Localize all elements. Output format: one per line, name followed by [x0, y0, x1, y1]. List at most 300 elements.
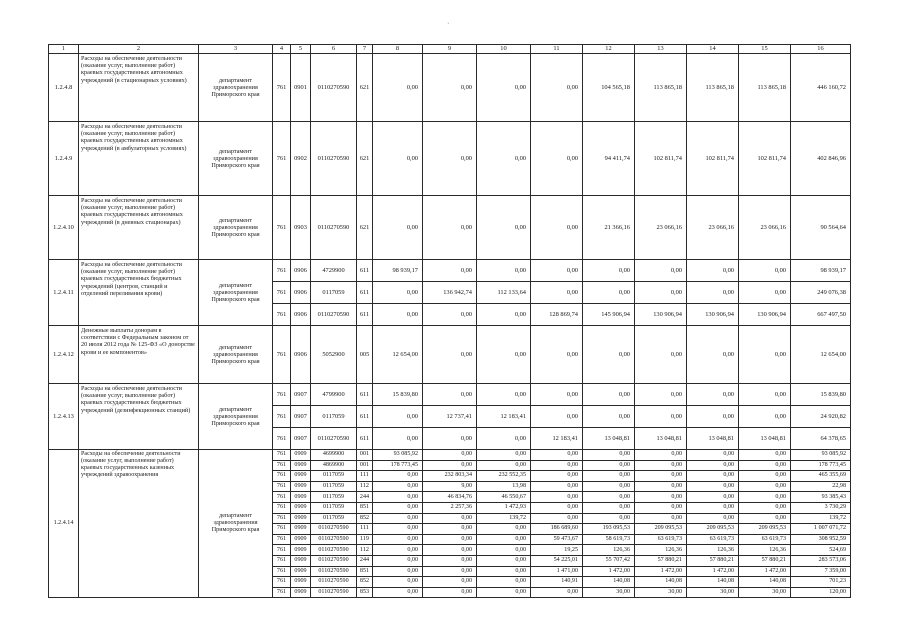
- column-header-6: 6: [311, 45, 357, 54]
- target-article-code: 4729900: [311, 260, 357, 282]
- amount-cell: 0,00: [423, 524, 477, 535]
- grbs-code: 761: [273, 260, 291, 282]
- amount-cell: 0,00: [373, 545, 423, 556]
- amount-cell: 93 085,92: [791, 450, 851, 461]
- grbs-code: 761: [273, 282, 291, 304]
- section-description: Расходы на обеспечение деятельности (оказание услуг, выполнение работ) краевых государственных казенных учреждений здравоохранения: [79, 450, 199, 598]
- section-code: 0909: [291, 471, 311, 482]
- expense-type-code: 611: [357, 260, 373, 282]
- amount-cell: 23 066,16: [635, 196, 687, 260]
- amount-cell: 0,00: [373, 492, 423, 503]
- amount-cell: 130 906,94: [635, 304, 687, 326]
- section-code: 0906: [291, 282, 311, 304]
- amount-cell: 94 411,74: [583, 122, 635, 196]
- amount-cell: 0,00: [583, 450, 635, 461]
- amount-cell: 1 007 071,72: [791, 524, 851, 535]
- amount-cell: 0,00: [583, 326, 635, 384]
- amount-cell: 102 811,74: [739, 122, 791, 196]
- amount-cell: 0,00: [373, 471, 423, 482]
- grbs-code: 761: [273, 587, 291, 598]
- amount-cell: 0,00: [423, 545, 477, 556]
- amount-cell: 58 619,73: [583, 534, 635, 545]
- amount-cell: 126,36: [635, 545, 687, 556]
- amount-cell: 15 839,80: [373, 384, 423, 406]
- section-department: департамент здравоохранения Приморского края: [199, 384, 273, 450]
- amount-cell: 0,00: [739, 260, 791, 282]
- amount-cell: 102 811,74: [635, 122, 687, 196]
- amount-cell: 0,00: [373, 524, 423, 535]
- target-article-code: 0110270590: [311, 196, 357, 260]
- amount-cell: 24 920,82: [791, 406, 851, 428]
- amount-cell: 126,36: [687, 545, 739, 556]
- amount-cell: 0,00: [373, 566, 423, 577]
- amount-cell: 0,00: [373, 555, 423, 566]
- amount-cell: 178 773,45: [373, 460, 423, 471]
- section-code: 0907: [291, 428, 311, 450]
- amount-cell: 0,00: [739, 406, 791, 428]
- amount-cell: 0,00: [477, 428, 531, 450]
- expense-type-code: 001: [357, 460, 373, 471]
- amount-cell: 1 472,00: [583, 566, 635, 577]
- amount-cell: 57 880,21: [739, 555, 791, 566]
- section-department: департамент здравоохранения Приморского края: [199, 196, 273, 260]
- grbs-code: 761: [273, 54, 291, 122]
- column-header-7: 7: [357, 45, 373, 54]
- amount-cell: 0,00: [739, 384, 791, 406]
- expense-type-code: 852: [357, 513, 373, 524]
- amount-cell: 63 619,73: [739, 534, 791, 545]
- amount-cell: 0,00: [687, 502, 739, 513]
- amount-cell: 140,08: [687, 577, 739, 588]
- amount-cell: 0,00: [373, 481, 423, 492]
- amount-cell: 0,00: [687, 471, 739, 482]
- section-description: Расходы на обеспечение деятельности (оказание услуг, выполнение работ) краевых государственных бюджетных учреждений (дезинфекционных станций): [79, 384, 199, 450]
- amount-cell: 126,36: [583, 545, 635, 556]
- section-department: департамент здравоохранения Приморского края: [199, 326, 273, 384]
- amount-cell: 0,00: [635, 326, 687, 384]
- grbs-code: 761: [273, 428, 291, 450]
- section-code: 0909: [291, 577, 311, 588]
- amount-cell: 0,00: [373, 587, 423, 598]
- amount-cell: 1 472,00: [687, 566, 739, 577]
- amount-cell: 12 183,41: [531, 428, 583, 450]
- amount-cell: 0,00: [373, 196, 423, 260]
- amount-cell: 0,00: [373, 54, 423, 122]
- amount-cell: 0,00: [531, 54, 583, 122]
- amount-cell: 136 942,74: [423, 282, 477, 304]
- amount-cell: 0,00: [531, 326, 583, 384]
- target-article-code: 0110270590: [311, 54, 357, 122]
- section-code: 0907: [291, 384, 311, 406]
- target-article-code: 0110270590: [311, 545, 357, 556]
- amount-cell: 54 225,01: [531, 555, 583, 566]
- column-header-14: 14: [687, 45, 739, 54]
- target-article-code: 0117059: [311, 282, 357, 304]
- amount-cell: 139,72: [791, 513, 851, 524]
- amount-cell: 0,00: [373, 428, 423, 450]
- target-article-code: 0110270590: [311, 555, 357, 566]
- section-department: департамент здравоохранения Приморского края: [199, 260, 273, 326]
- budget-table: [48, 44, 851, 598]
- amount-cell: 0,00: [423, 534, 477, 545]
- amount-cell: 12 654,00: [373, 326, 423, 384]
- section-department: департамент здравоохранения Приморского края: [199, 450, 273, 598]
- amount-cell: 0,00: [635, 450, 687, 461]
- section-description: Расходы на обеспечение деятельности (оказание услуг, выполнение работ) краевых государственных бюджетных учреждений (центров, станций и отделений переливания крови): [79, 260, 199, 326]
- amount-cell: 0,00: [477, 460, 531, 471]
- target-article-code: 4869900: [311, 460, 357, 471]
- amount-cell: 0,00: [423, 587, 477, 598]
- amount-cell: 0,00: [635, 481, 687, 492]
- amount-cell: 0,00: [477, 304, 531, 326]
- amount-cell: 0,00: [423, 122, 477, 196]
- amount-cell: 57 880,21: [635, 555, 687, 566]
- column-header-4: 4: [273, 45, 291, 54]
- amount-cell: 0,00: [687, 406, 739, 428]
- section-description: Денежные выплаты донорам в соответствии с Федеральным законом от 20 июля 2012 года № 125-ФЗ «О донорстве крови и ее компонентов»: [79, 326, 199, 384]
- amount-cell: 0,00: [373, 502, 423, 513]
- amount-cell: 0,00: [583, 471, 635, 482]
- section-code: 0909: [291, 524, 311, 535]
- amount-cell: 0,00: [423, 54, 477, 122]
- amount-cell: 0,00: [423, 326, 477, 384]
- column-header-12: 12: [583, 45, 635, 54]
- amount-cell: 0,00: [531, 502, 583, 513]
- amount-cell: 13 048,81: [687, 428, 739, 450]
- amount-cell: 9,00: [423, 481, 477, 492]
- amount-cell: 0,00: [531, 450, 583, 461]
- amount-cell: 30,00: [635, 587, 687, 598]
- amount-cell: 0,00: [477, 555, 531, 566]
- amount-cell: 13 048,81: [635, 428, 687, 450]
- amount-cell: 0,00: [687, 492, 739, 503]
- amount-cell: 0,00: [477, 326, 531, 384]
- amount-cell: 12 183,41: [477, 406, 531, 428]
- target-article-code: 0117059: [311, 513, 357, 524]
- amount-cell: 0,00: [531, 282, 583, 304]
- amount-cell: 249 076,38: [791, 282, 851, 304]
- amount-cell: 0,00: [531, 460, 583, 471]
- amount-cell: 130 906,94: [739, 304, 791, 326]
- amount-cell: 120,00: [791, 587, 851, 598]
- amount-cell: 0,00: [739, 492, 791, 503]
- grbs-code: 761: [273, 471, 291, 482]
- amount-cell: 0,00: [531, 122, 583, 196]
- section-code: 0906: [291, 304, 311, 326]
- amount-cell: 0,00: [477, 122, 531, 196]
- amount-cell: 465 355,69: [791, 471, 851, 482]
- amount-cell: 0,00: [423, 196, 477, 260]
- amount-cell: 0,00: [635, 492, 687, 503]
- section-code: 0909: [291, 534, 311, 545]
- amount-cell: 139,72: [477, 513, 531, 524]
- amount-cell: 667 497,50: [791, 304, 851, 326]
- amount-cell: 0,00: [635, 384, 687, 406]
- page-mark: ʾ: [447, 22, 450, 30]
- amount-cell: 0,00: [373, 282, 423, 304]
- target-article-code: 0110270590: [311, 304, 357, 326]
- amount-cell: 0,00: [423, 450, 477, 461]
- amount-cell: 0,00: [373, 534, 423, 545]
- expense-type-code: 001: [357, 450, 373, 461]
- amount-cell: 0,00: [739, 282, 791, 304]
- grbs-code: 761: [273, 577, 291, 588]
- expense-type-code: 111: [357, 524, 373, 535]
- amount-cell: 1 472,00: [739, 566, 791, 577]
- amount-cell: 0,00: [477, 260, 531, 282]
- amount-cell: 98 939,17: [373, 260, 423, 282]
- amount-cell: 12 737,41: [423, 406, 477, 428]
- section-code: 0907: [291, 406, 311, 428]
- section-description: Расходы на обеспечение деятельности (оказание услуг, выполнение работ) краевых государственных автономных учреждений (в дневных стационарах): [79, 196, 199, 260]
- amount-cell: 0,00: [739, 326, 791, 384]
- amount-cell: 308 952,59: [791, 534, 851, 545]
- amount-cell: 102 811,74: [687, 122, 739, 196]
- amount-cell: 0,00: [423, 577, 477, 588]
- amount-cell: 0,00: [583, 513, 635, 524]
- section-code: 0909: [291, 545, 311, 556]
- table-body: [49, 54, 851, 598]
- amount-cell: 0,00: [477, 450, 531, 461]
- amount-cell: 209 095,53: [687, 524, 739, 535]
- column-header-2: 2: [79, 45, 199, 54]
- grbs-code: 761: [273, 122, 291, 196]
- amount-cell: 0,00: [373, 406, 423, 428]
- expense-type-code: 112: [357, 481, 373, 492]
- amount-cell: 209 095,53: [739, 524, 791, 535]
- amount-cell: 57 880,21: [687, 555, 739, 566]
- amount-cell: 0,00: [583, 502, 635, 513]
- section-code: 0909: [291, 492, 311, 503]
- amount-cell: 90 564,64: [791, 196, 851, 260]
- amount-cell: 0,00: [477, 524, 531, 535]
- amount-cell: 0,00: [423, 566, 477, 577]
- target-article-code: 0110270590: [311, 524, 357, 535]
- amount-cell: 0,00: [477, 577, 531, 588]
- amount-cell: 0,00: [423, 513, 477, 524]
- section-code: 0902: [291, 122, 311, 196]
- amount-cell: 59 473,67: [531, 534, 583, 545]
- amount-cell: 23 066,16: [687, 196, 739, 260]
- amount-cell: 0,00: [373, 513, 423, 524]
- amount-cell: 0,00: [373, 122, 423, 196]
- column-header-1: 1: [49, 45, 79, 54]
- amount-cell: 178 773,45: [791, 460, 851, 471]
- amount-cell: 2 257,36: [423, 502, 477, 513]
- amount-cell: 0,00: [635, 406, 687, 428]
- amount-cell: 209 095,53: [635, 524, 687, 535]
- amount-cell: 0,00: [423, 428, 477, 450]
- amount-cell: 0,00: [531, 481, 583, 492]
- column-header-5: 5: [291, 45, 311, 54]
- amount-cell: 0,00: [635, 460, 687, 471]
- column-header-16: 16: [791, 45, 851, 54]
- amount-cell: 112 133,64: [477, 282, 531, 304]
- amount-cell: 0,00: [635, 502, 687, 513]
- grbs-code: 761: [273, 460, 291, 471]
- amount-cell: 0,00: [739, 471, 791, 482]
- amount-cell: 21 366,16: [583, 196, 635, 260]
- amount-cell: 0,00: [635, 471, 687, 482]
- expense-type-code: 611: [357, 406, 373, 428]
- section-number: 1.2.4.11: [49, 260, 79, 326]
- section-description: Расходы на обеспечение деятельности (оказание услуг, выполнение работ) краевых государственных автономных учреждений (в амбулаторных условиях): [79, 122, 199, 196]
- grbs-code: 761: [273, 524, 291, 535]
- amount-cell: 0,00: [477, 54, 531, 122]
- section-code: 0909: [291, 587, 311, 598]
- amount-cell: 0,00: [423, 555, 477, 566]
- table-row: [49, 260, 851, 282]
- amount-cell: 0,00: [687, 460, 739, 471]
- grbs-code: 761: [273, 534, 291, 545]
- target-article-code: 5052900: [311, 326, 357, 384]
- section-code: 0909: [291, 481, 311, 492]
- amount-cell: 0,00: [531, 384, 583, 406]
- amount-cell: 0,00: [635, 260, 687, 282]
- section-code: 0909: [291, 555, 311, 566]
- amount-cell: 64 378,65: [791, 428, 851, 450]
- amount-cell: 13,98: [477, 481, 531, 492]
- amount-cell: 113 865,18: [687, 54, 739, 122]
- expense-type-code: 621: [357, 196, 373, 260]
- amount-cell: 0,00: [583, 492, 635, 503]
- amount-cell: 63 619,73: [635, 534, 687, 545]
- amount-cell: 186 689,60: [531, 524, 583, 535]
- amount-cell: 0,00: [739, 450, 791, 461]
- amount-cell: 22,98: [791, 481, 851, 492]
- amount-cell: 0,00: [423, 384, 477, 406]
- amount-cell: 46 834,76: [423, 492, 477, 503]
- amount-cell: 446 160,72: [791, 54, 851, 122]
- amount-cell: 0,00: [583, 460, 635, 471]
- amount-cell: 0,00: [739, 481, 791, 492]
- budget-table-sheet: [48, 44, 850, 598]
- column-header-11: 11: [531, 45, 583, 54]
- amount-cell: 140,08: [739, 577, 791, 588]
- table-row: [49, 450, 851, 461]
- section-code: 0909: [291, 513, 311, 524]
- target-article-code: 0110270590: [311, 577, 357, 588]
- grbs-code: 761: [273, 555, 291, 566]
- amount-cell: 0,00: [531, 196, 583, 260]
- amount-cell: 30,00: [739, 587, 791, 598]
- amount-cell: 0,00: [531, 260, 583, 282]
- target-article-code: 0117059: [311, 502, 357, 513]
- expense-type-code: 111: [357, 471, 373, 482]
- expense-type-code: 851: [357, 502, 373, 513]
- amount-cell: 0,00: [583, 260, 635, 282]
- section-number: 1.2.4.10: [49, 196, 79, 260]
- section-code: 0903: [291, 196, 311, 260]
- expense-type-code: 611: [357, 384, 373, 406]
- amount-cell: 524,69: [791, 545, 851, 556]
- amount-cell: 232 552,35: [477, 471, 531, 482]
- target-article-code: 0117059: [311, 406, 357, 428]
- amount-cell: 128 869,74: [531, 304, 583, 326]
- amount-cell: 1 472,00: [635, 566, 687, 577]
- target-article-code: 0117059: [311, 471, 357, 482]
- column-header-9: 9: [423, 45, 477, 54]
- section-number: 1.2.4.13: [49, 384, 79, 450]
- section-description: Расходы на обеспечение деятельности (оказание услуг, выполнение работ) краевых государственных автономных учреждений (в стационарных условиях): [79, 54, 199, 122]
- target-article-code: 0117059: [311, 481, 357, 492]
- amount-cell: 130 906,94: [687, 304, 739, 326]
- section-code: 0906: [291, 260, 311, 282]
- amount-cell: 1 471,00: [531, 566, 583, 577]
- expense-type-code: 112: [357, 545, 373, 556]
- amount-cell: 113 865,18: [739, 54, 791, 122]
- grbs-code: 761: [273, 492, 291, 503]
- amount-cell: 93 385,43: [791, 492, 851, 503]
- section-code: 0909: [291, 460, 311, 471]
- amount-cell: 0,00: [583, 406, 635, 428]
- grbs-code: 761: [273, 196, 291, 260]
- expense-type-code: 611: [357, 428, 373, 450]
- expense-type-code: 244: [357, 555, 373, 566]
- section-code: 0909: [291, 502, 311, 513]
- amount-cell: 46 550,67: [477, 492, 531, 503]
- amount-cell: 0,00: [477, 384, 531, 406]
- expense-type-code: 611: [357, 282, 373, 304]
- amount-cell: 0,00: [373, 304, 423, 326]
- amount-cell: 15 839,80: [791, 384, 851, 406]
- section-number: 1.2.4.9: [49, 122, 79, 196]
- column-header-3: 3: [199, 45, 273, 54]
- expense-type-code: 851: [357, 566, 373, 577]
- amount-cell: 0,00: [477, 566, 531, 577]
- amount-cell: 0,00: [477, 534, 531, 545]
- amount-cell: 193 095,53: [583, 524, 635, 535]
- amount-cell: 0,00: [687, 513, 739, 524]
- table-row: [49, 196, 851, 260]
- expense-type-code: 853: [357, 587, 373, 598]
- expense-type-code: 244: [357, 492, 373, 503]
- grbs-code: 761: [273, 566, 291, 577]
- table-row: [49, 326, 851, 384]
- amount-cell: 0,00: [477, 587, 531, 598]
- section-department: департамент здравоохранения Приморского края: [199, 122, 273, 196]
- amount-cell: 0,00: [583, 282, 635, 304]
- amount-cell: 0,00: [739, 513, 791, 524]
- amount-cell: 13 048,81: [583, 428, 635, 450]
- column-header-8: 8: [373, 45, 423, 54]
- amount-cell: 0,00: [635, 513, 687, 524]
- amount-cell: 55 707,42: [583, 555, 635, 566]
- amount-cell: 0,00: [687, 481, 739, 492]
- amount-cell: 0,00: [739, 502, 791, 513]
- amount-cell: 232 803,34: [423, 471, 477, 482]
- amount-cell: 1 472,93: [477, 502, 531, 513]
- table-row: [49, 54, 851, 122]
- target-article-code: 4699900: [311, 450, 357, 461]
- amount-cell: 63 619,73: [687, 534, 739, 545]
- amount-cell: 0,00: [687, 282, 739, 304]
- grbs-code: 761: [273, 513, 291, 524]
- target-article-code: 0110270590: [311, 122, 357, 196]
- expense-type-code: 005: [357, 326, 373, 384]
- amount-cell: 701,23: [791, 577, 851, 588]
- amount-cell: 0,00: [373, 577, 423, 588]
- amount-cell: 402 846,96: [791, 122, 851, 196]
- amount-cell: 0,00: [687, 384, 739, 406]
- amount-cell: 0,00: [531, 587, 583, 598]
- amount-cell: 126,36: [739, 545, 791, 556]
- section-number: 1.2.4.14: [49, 450, 79, 598]
- amount-cell: 12 654,00: [791, 326, 851, 384]
- amount-cell: 0,00: [477, 196, 531, 260]
- expense-type-code: 119: [357, 534, 373, 545]
- grbs-code: 761: [273, 481, 291, 492]
